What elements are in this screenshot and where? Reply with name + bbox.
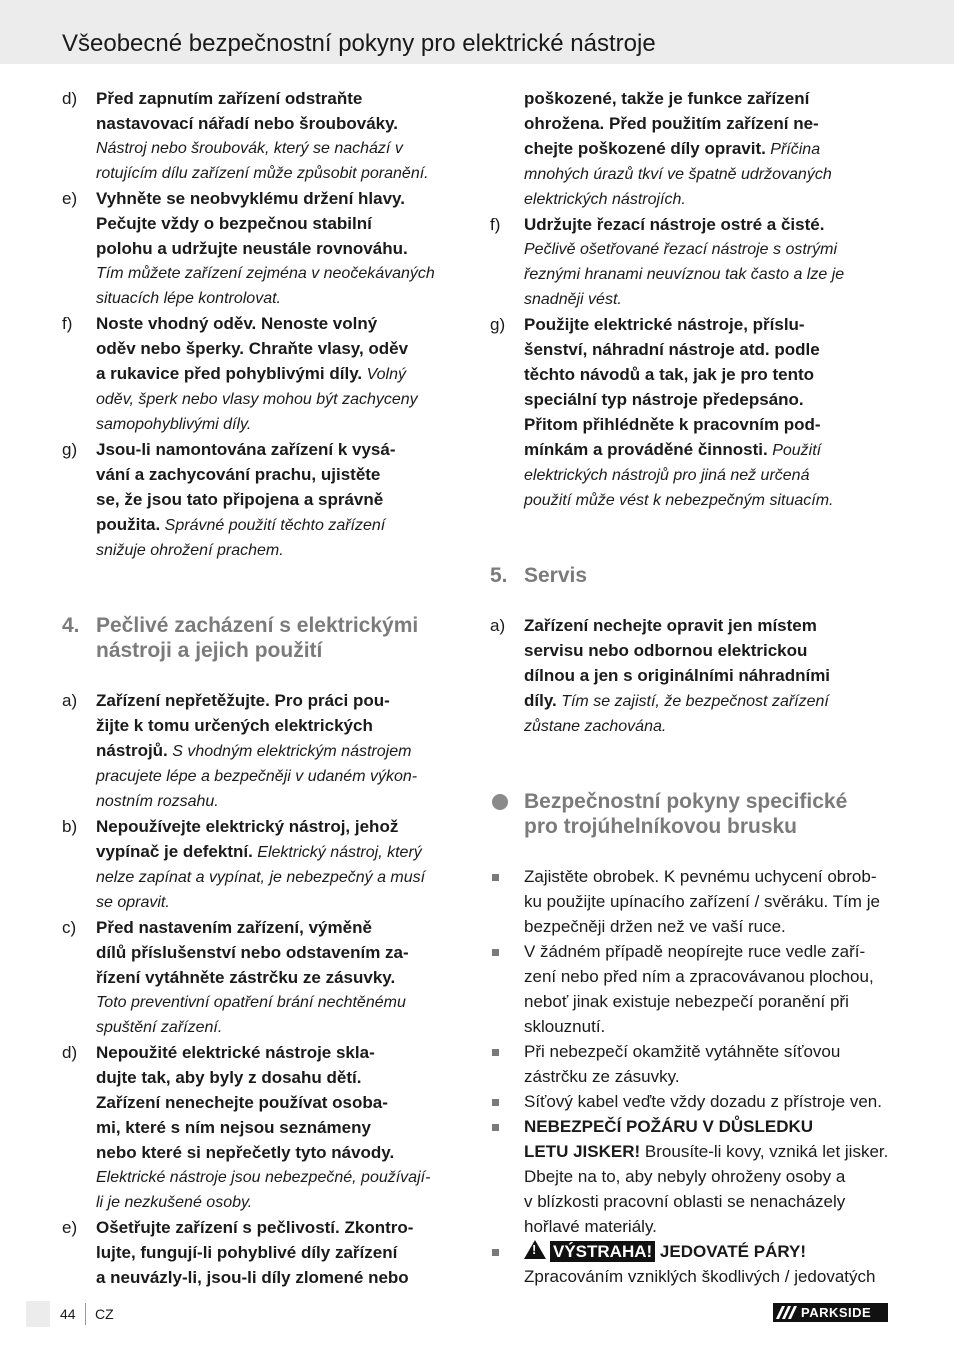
footer-marker bbox=[26, 1301, 50, 1327]
item-italic-line: samopohyblivými díly. bbox=[96, 416, 252, 433]
list-item bbox=[62, 186, 467, 311]
item-bold-line: šenství, náhradní nástroje atd. podle bbox=[524, 340, 820, 359]
list-item bbox=[62, 1215, 467, 1290]
item-italic-text: Použití bbox=[767, 442, 822, 459]
list-item bbox=[62, 86, 467, 186]
square-bullet-icon bbox=[492, 1099, 499, 1106]
item-italic-line: Tím můžete zařízení zejména v neočekávaných bbox=[96, 265, 435, 282]
item-italic-line: použití může vést k nebezpečným situacím. bbox=[524, 492, 834, 509]
bullet-line: V žádném případě neopírejte ruce vedle zaří- bbox=[524, 942, 866, 961]
item-letter: a) bbox=[62, 691, 78, 710]
warning-line bbox=[524, 1239, 895, 1264]
bullet-line: ku použijte upínacího zařízení / svěráku. Tím je bbox=[524, 892, 880, 911]
item-letter: f) bbox=[490, 215, 501, 234]
item-italic-line: elektrických nástrojů pro jiná než určená bbox=[524, 467, 810, 484]
item-italic-line: Nástroj nebo šroubovák, který se nachází v bbox=[96, 140, 403, 157]
bullet-bold-text: LETU JISKER! bbox=[524, 1142, 641, 1161]
item-bold-line: Udržujte řezací nástroje ostré a čisté. bbox=[524, 215, 825, 234]
item-mixed-line bbox=[524, 688, 895, 714]
item-bold-line: nastavovací nářadí nebo šroubováky. bbox=[96, 114, 399, 133]
item-italic-text: Volný bbox=[362, 366, 406, 383]
list-item bbox=[62, 814, 467, 915]
section-heading-specific bbox=[490, 789, 895, 839]
item-letter: b) bbox=[62, 817, 78, 836]
item-bold-line: Pečujte vždy o bezpečnou stabilní bbox=[96, 214, 372, 233]
section-title-line: Bezpečnostní pokyny specifické bbox=[524, 790, 848, 813]
item-mixed-line bbox=[96, 512, 467, 538]
brand-name: PARKSIDE bbox=[801, 1305, 872, 1320]
bullet-item bbox=[490, 1114, 895, 1239]
bullet-item bbox=[490, 1089, 895, 1114]
warning-heading: JEDOVATÉ PÁRY! bbox=[655, 1242, 806, 1261]
item-italic-line: Pečlivě ošetřované řezací nástroje s ostrými bbox=[524, 241, 838, 258]
list-item bbox=[62, 437, 467, 563]
item-bold-line: servisu nebo odbornou elektrickou bbox=[524, 641, 808, 660]
item-bold-line: Použijte elektrické nástroje, příslu- bbox=[524, 315, 805, 334]
bullet-mixed-line bbox=[524, 1139, 895, 1164]
bullet-bold-line: NEBEZPEČÍ POŽÁRU V DŮSLEDKU bbox=[524, 1117, 814, 1136]
item-italic-line: pracujete lépe a bezpečněji v udaném výkon- bbox=[96, 768, 418, 785]
item-bold-line: poškozené, takže je funkce zařízení bbox=[524, 89, 810, 108]
bullet-line: Zpracováním vzniklých škodlivých / jedovatých bbox=[524, 1267, 876, 1286]
item-italic-text: Tím se zajistí, že bezpečnost zařízení bbox=[556, 693, 829, 710]
item-italic-line: oděv, šperk nebo vlasy mohou být zachyceny bbox=[96, 391, 418, 408]
right-column bbox=[490, 86, 895, 1289]
item-bold-line: Před zapnutím zařízení odstraňte bbox=[96, 89, 363, 108]
item-letter: e) bbox=[62, 1218, 78, 1237]
item-bold-line: Před nastavením zařízení, výměně bbox=[96, 918, 372, 937]
item-letter: d) bbox=[62, 1043, 78, 1062]
list-item bbox=[62, 311, 467, 437]
item-italic-text: Elektrický nástroj, který bbox=[252, 844, 422, 861]
item-bold-text: a rukavice před pohyblivými díly. bbox=[96, 364, 363, 383]
section-title-line: nástroji a jejich použití bbox=[96, 639, 323, 662]
item-letter: g) bbox=[490, 315, 506, 334]
item-bold-line: Nepoužívejte elektrický nástroj, jehož bbox=[96, 817, 399, 836]
item-bold-line: mi, které s ním nejsou seznámeny bbox=[96, 1118, 371, 1137]
bullet-line: Při nebezpečí okamžitě vytáhněte síťovou bbox=[524, 1042, 841, 1061]
square-bullet-icon bbox=[492, 1249, 499, 1256]
item-italic-line: nostním rozsahu. bbox=[96, 793, 219, 810]
item-bold-line: těchto návodů a tak, jak je pro tento bbox=[524, 365, 814, 384]
list-item-continuation bbox=[490, 86, 895, 212]
list-item bbox=[62, 688, 467, 814]
item-italic-text: Správné použití těchto zařízení bbox=[160, 517, 386, 534]
item-bold-line: Noste vhodný oděv. Nenoste volný bbox=[96, 314, 378, 333]
item-italic-line: Elektrické nástroje jsou nebezpečné, používají- bbox=[96, 1169, 431, 1186]
item-bold-text: použita. bbox=[96, 515, 161, 534]
section-heading-5 bbox=[490, 563, 895, 588]
bullet-line: hořlavé materiály. bbox=[524, 1217, 657, 1236]
bullet-line: v blízkosti pracovní oblasti se nenacházely bbox=[524, 1192, 846, 1211]
section-heading-4 bbox=[62, 613, 467, 663]
item-bold-line: žijte k tomu určených elektrických bbox=[96, 716, 373, 735]
item-italic-line: spuštění zařízení. bbox=[96, 1019, 223, 1036]
section-number: 5. bbox=[490, 564, 508, 587]
item-italic-text: Příčina bbox=[765, 141, 821, 158]
bullet-line: zení nebo před ním a zpracovávanou plochou, bbox=[524, 967, 874, 986]
list-item bbox=[62, 915, 467, 1040]
item-bold-text: nástrojů. bbox=[96, 741, 168, 760]
item-bold-line: Zařízení nepřetěžujte. Pro práci pou- bbox=[96, 691, 390, 710]
item-bold-line: nebo které si nepřečetly tyto návody. bbox=[96, 1143, 395, 1162]
item-italic-line: nelze zapínat a vypínat, je nebezpečný a musí bbox=[96, 869, 426, 886]
item-bold-line: vání a zachycování prachu, ujistěte bbox=[96, 465, 381, 484]
section-number: 4. bbox=[62, 614, 80, 637]
item-italic-text: S vhodným elektrickým nástrojem bbox=[167, 743, 412, 760]
logo-stripes-icon bbox=[773, 1303, 799, 1322]
item-italic-line: situacích lépe kontrolovat. bbox=[96, 290, 281, 307]
item-bold-line: oděv nebo šperky. Chraňte vlasy, oděv bbox=[96, 339, 409, 358]
item-bold-line: dujte tak, aby byly z dosahu dětí. bbox=[96, 1068, 362, 1087]
bullet-line: bezpečněji držen než ve vaší ruce. bbox=[524, 917, 786, 936]
item-bold-line: se, že jsou tato připojena a správně bbox=[96, 490, 384, 509]
item-italic-line: li je nezkušené osoby. bbox=[96, 1194, 253, 1211]
item-letter: f) bbox=[62, 314, 73, 333]
item-italic-line: zůstane zachována. bbox=[524, 718, 667, 735]
item-italic-line: rotujícím dílu zařízení může způsobit poranění. bbox=[96, 165, 429, 182]
square-bullet-icon bbox=[492, 874, 499, 881]
page-header bbox=[0, 0, 954, 64]
item-italic-line: elektrických nástrojích. bbox=[524, 191, 686, 208]
item-italic-line: mnohých úrazů tkví ve špatně udržovaných bbox=[524, 166, 832, 183]
page-number: 44 bbox=[60, 1306, 76, 1322]
list-item bbox=[490, 613, 895, 739]
list-item bbox=[490, 212, 895, 312]
item-bold-line: Zařízení nechejte opravit jen místem bbox=[524, 616, 817, 635]
item-bold-line: polohu a udržujte neustále rovnováhu. bbox=[96, 239, 408, 258]
warning-triangle-icon bbox=[524, 1240, 546, 1259]
list-item bbox=[490, 312, 895, 513]
item-mixed-line bbox=[524, 437, 895, 463]
item-letter: g) bbox=[62, 440, 78, 459]
item-italic-line: Toto preventivní opatření brání nechtěnému bbox=[96, 994, 406, 1011]
footer-divider bbox=[85, 1303, 86, 1325]
item-letter: d) bbox=[62, 89, 78, 108]
item-bold-line: Zařízení nenechejte používat osoba- bbox=[96, 1093, 388, 1112]
item-bold-line: lujte, fungují-li pohyblivé díly zařízení bbox=[96, 1243, 398, 1262]
item-italic-line: řeznými hranami neuvíznou tak často a lze je bbox=[524, 266, 845, 283]
bullet-item bbox=[490, 1039, 895, 1089]
item-letter: c) bbox=[62, 918, 77, 937]
item-bold-line: Přitom přihlédněte k pracovním pod- bbox=[524, 415, 821, 434]
bullet-text: Brousíte-li kovy, vzniká let jisker. bbox=[640, 1142, 889, 1161]
item-bold-line: Nepoužité elektrické nástroje skla- bbox=[96, 1043, 375, 1062]
item-italic-line: snižuje ohrožení prachem. bbox=[96, 542, 284, 559]
item-mixed-line bbox=[96, 361, 467, 387]
item-bold-line: a neuvázly-li, jsou-li díly zlomené nebo bbox=[96, 1268, 409, 1287]
square-bullet-icon bbox=[492, 1049, 499, 1056]
warning-label: VÝSTRAHA! bbox=[550, 1241, 655, 1262]
bullet-line: Zajistěte obrobek. K pevnému uchycení obrob- bbox=[524, 867, 877, 886]
item-bold-line: řízení vytáhněte zástrčku ze zásuvky. bbox=[96, 968, 396, 987]
bullet-line: Dbejte na to, aby nebyly ohroženy osoby a bbox=[524, 1167, 846, 1186]
bullet-item-warning bbox=[490, 1239, 895, 1289]
bullet-line: Síťový kabel veďte vždy dozadu z přístroje ven. bbox=[524, 1092, 882, 1111]
brand-logo bbox=[773, 1303, 888, 1322]
square-bullet-icon bbox=[492, 1124, 499, 1131]
item-mixed-line bbox=[96, 738, 467, 764]
section-title-line: Pečlivé zacházení s elektrickými bbox=[96, 614, 419, 637]
item-letter: e) bbox=[62, 189, 78, 208]
section-title-line: Servis bbox=[524, 564, 588, 587]
item-italic-line: se opravit. bbox=[96, 894, 170, 911]
section-bullet-icon bbox=[492, 794, 508, 810]
item-bold-text: vypínač je defektní. bbox=[96, 842, 253, 861]
bullet-line: neboť jinak existuje nebezpečí poranění při bbox=[524, 992, 849, 1011]
bullet-item bbox=[490, 864, 895, 939]
item-bold-text: díly. bbox=[524, 691, 557, 710]
square-bullet-icon bbox=[492, 949, 499, 956]
item-bold-line: dílů příslušenství nebo odstavením za- bbox=[96, 943, 409, 962]
item-bold-text: mínkám a prováděné činnosti. bbox=[524, 440, 768, 459]
item-bold-text: chejte poškozené díly opravit. bbox=[524, 139, 766, 158]
list-item bbox=[62, 1040, 467, 1215]
item-bold-line: dílnou a jen s originálními náhradními bbox=[524, 666, 831, 685]
item-bold-line: Vyhněte se neobvyklému držení hlavy. bbox=[96, 189, 405, 208]
left-column bbox=[62, 86, 467, 1290]
item-italic-line: snadněji vést. bbox=[524, 291, 622, 308]
item-mixed-line bbox=[524, 136, 895, 162]
item-mixed-line bbox=[96, 839, 467, 865]
language-code: CZ bbox=[95, 1306, 114, 1322]
section-title-line: pro trojúhelníkovou brusku bbox=[524, 815, 798, 838]
bullet-line: zástrčku ze zásuvky. bbox=[524, 1067, 680, 1086]
bullet-item bbox=[490, 939, 895, 1039]
item-bold-line: Jsou-li namontována zařízení k vysá- bbox=[96, 440, 396, 459]
item-bold-line: Ošetřujte zařízení s pečlivostí. Zkontro- bbox=[96, 1218, 414, 1237]
page-title: Všeobecné bezpečnostní pokyny pro elektrické nástroje bbox=[62, 30, 656, 57]
item-letter: a) bbox=[490, 616, 506, 635]
item-bold-line: speciální typ nástroje předepsáno. bbox=[524, 390, 804, 409]
bullet-line: sklouznutí. bbox=[524, 1017, 606, 1036]
item-bold-line: ohrožena. Před použitím zařízení ne- bbox=[524, 114, 819, 133]
